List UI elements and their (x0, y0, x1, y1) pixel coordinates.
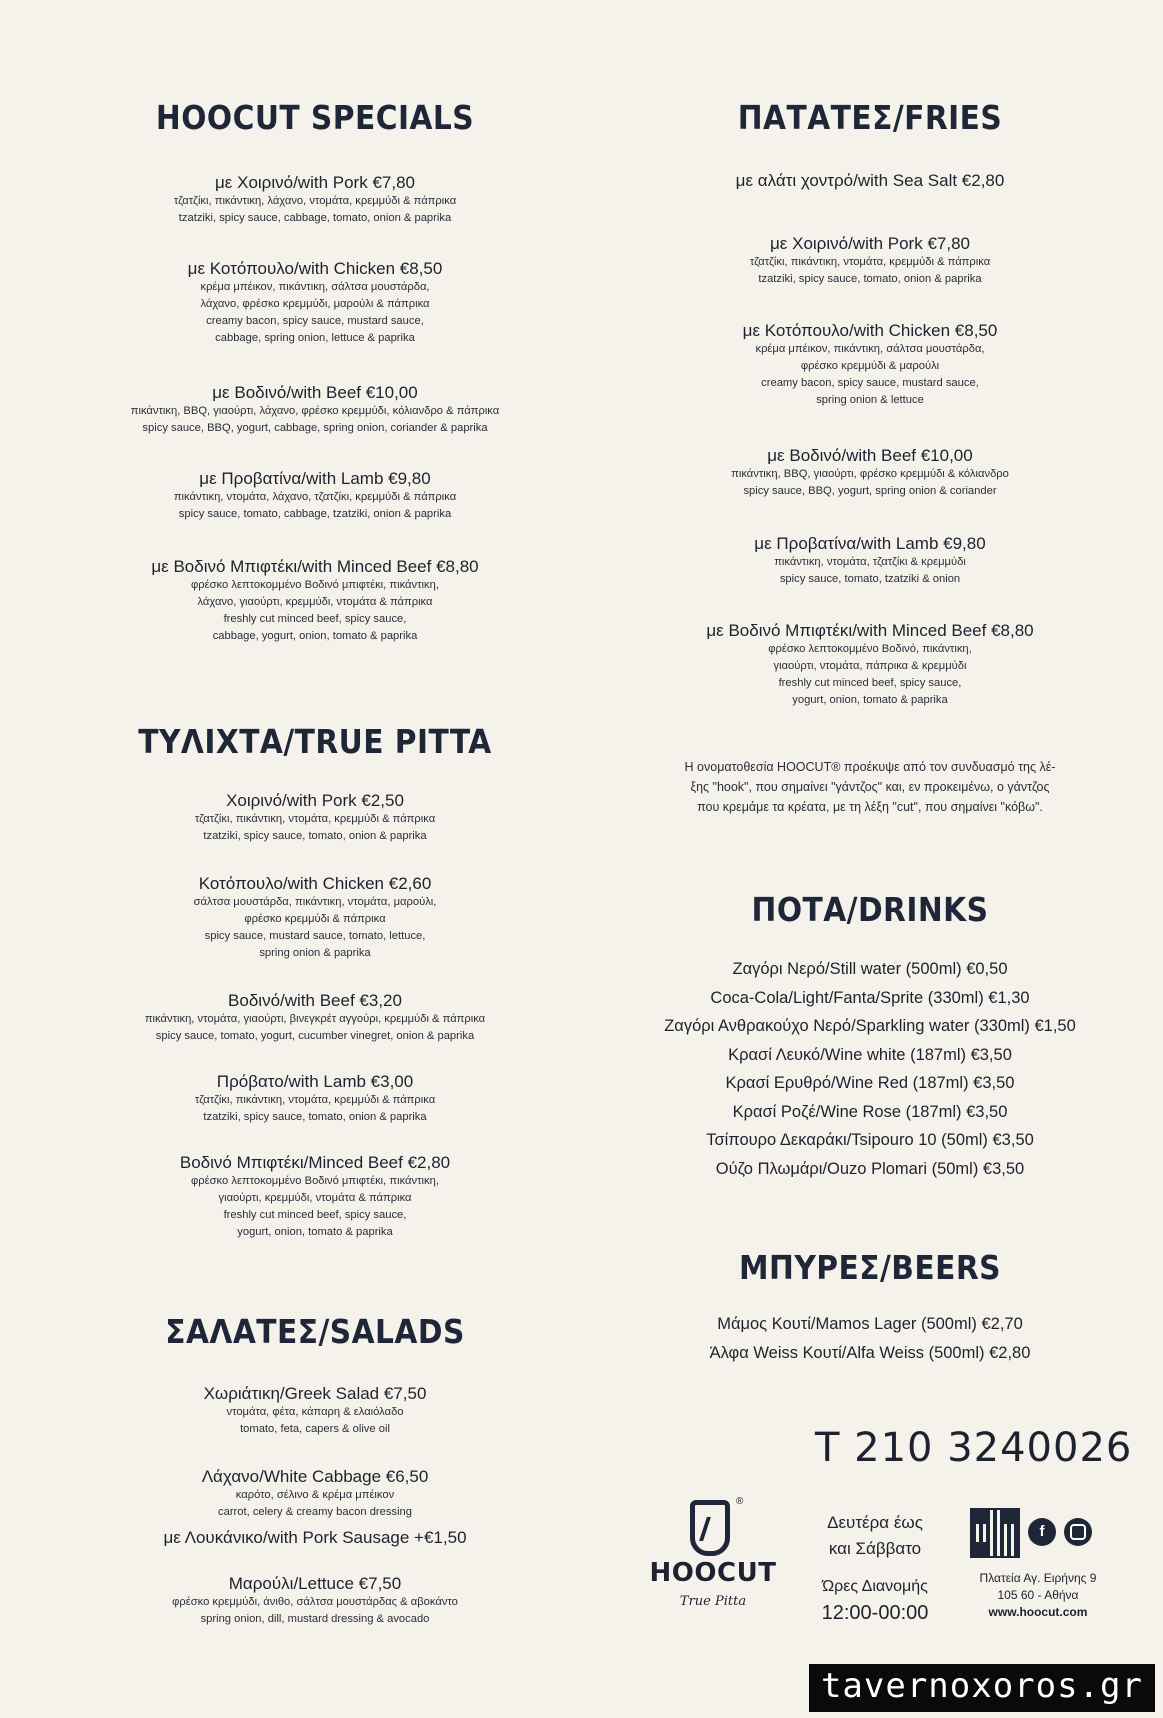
menu-item-description: cabbage, spring onion, lettuce & paprika (215, 332, 415, 344)
menu-item-name: με Βοδινό/with Beef €10,00 (212, 383, 418, 402)
address (968, 1570, 1108, 1621)
menu-item (600, 445, 1140, 500)
drink-item: Ζαγόρι Νερό/Still water (500ml) €0,50 (732, 960, 1008, 978)
menu-item-description: πικάντικη, ντομάτα, γιαούρτι, βινεγκρέτ αγγούρι, κρεμμύδι & πάπρικα (144, 1013, 486, 1025)
menu-item-description: κρέμα μπέικον, πικάντικη, σάλτσα μουστάρδα, (200, 281, 430, 293)
menu-item-name: με Λουκάνικο/with Pork Sausage +€1,50 (163, 1528, 467, 1547)
drink-item: Ζαγόρι Ανθρακούχο Νερό/Sparkling water (330ml) €1,50 (664, 1017, 1076, 1035)
pitta-title: ΤΥΛΙΧΤΑ/TRUE PITTA (138, 722, 492, 761)
name-origin-note (610, 757, 1130, 817)
beers-title: ΜΠΥΡΕΣ/BEERS (739, 1248, 1001, 1287)
menu-item-description: spicy sauce, mustard sauce, tomato, lettuce, (204, 930, 426, 942)
menu-item-description: tzatziki, spicy sauce, tomato, onion & paprika (203, 830, 427, 842)
drink-item: Κρασί Λευκό/Wine white (187ml) €3,50 (728, 1045, 1012, 1064)
facebook-icon[interactable]: f (1028, 1518, 1056, 1546)
menu-item-description: πικάντικη, ντομάτα, λάχανο, τζατζίκι, κρεμμύδι & πάπρικα (173, 491, 457, 503)
menu-item (50, 172, 580, 227)
delivery-days (810, 1510, 940, 1562)
menu-item-name: Πρόβατο/with Lamb €3,00 (216, 1072, 414, 1091)
menu-item (600, 533, 1140, 588)
qr-code-icon[interactable] (972, 1510, 1018, 1556)
menu-item (50, 258, 580, 347)
menu-item-description: spring onion, dill, mustard dressing & avocado (200, 1613, 430, 1625)
menu-item-description: πικάντικη, ντομάτα, τζατζίκι & κρεμμύδι (774, 556, 966, 568)
days-line: Δευτέρα έως (827, 1513, 923, 1532)
menu-item-description: freshly cut minced beef, spicy sauce, (778, 677, 962, 689)
menu-item (50, 1527, 580, 1548)
menu-item-description: κρέμα μπέικον, πικάντικη, σάλτσα μουστάρδα, (755, 343, 985, 355)
menu-item (50, 556, 580, 645)
menu-item-description: τζατζίκι, πικάντικη, ντομάτα, κρεμμύδι & πάπρικα (749, 256, 991, 268)
watermark: tavernoxoros.gr (809, 1664, 1155, 1712)
logo-mark (690, 1500, 730, 1556)
beers-list (600, 1310, 1140, 1367)
menu-item-description: spicy sauce, tomato, yogurt, cucumber vinegret, onion & paprika (155, 1030, 475, 1042)
menu-item (50, 468, 580, 523)
menu-item-description: σάλτσα μουστάρδα, πικάντικη, ντομάτα, μαρούλι, (193, 896, 437, 908)
menu-item-description: yogurt, onion, tomato & paprika (792, 694, 948, 706)
menu-item (50, 990, 580, 1045)
menu-item-description: τζατζίκι, πικάντικη, ντομάτα, κρεμμύδι & πάπρικα (194, 1094, 436, 1106)
menu-item-name: Βοδινό/with Beef €3,20 (228, 991, 402, 1010)
menu-item-description: tzatziki, spicy sauce, tomato, onion & paprika (203, 1111, 427, 1123)
menu-item-description: cabbage, yogurt, onion, tomato & paprika (212, 630, 418, 642)
drink-item: Κρασί Ροζέ/Wine Rose (187ml) €3,50 (732, 1102, 1008, 1121)
menu-item (50, 790, 580, 845)
drink-item: Τσίπουρο Δεκαράκι/Tsipouro 10 (50ml) €3,50 (706, 1131, 1034, 1149)
menu-item-description: freshly cut minced beef, spicy sauce, (223, 1209, 407, 1221)
menu-item (50, 1466, 580, 1521)
menu-item-name: με Κοτόπουλο/with Chicken €8,50 (187, 259, 443, 278)
menu-item-description: creamy bacon, spicy sauce, mustard sauce, (206, 315, 424, 327)
drink-item: Μάμος Κουτί/Mamos Lager (500ml) €2,70 (717, 1315, 1023, 1333)
drink-item: Κρασί Ερυθρό/Wine Red (187ml) €3,50 (725, 1074, 1015, 1092)
menu-item-description: γιαούρτι, κρεμμύδι, ντομάτα & πάπρικα (218, 1192, 412, 1204)
logo-word: HOOCUT (649, 1558, 777, 1588)
specials-title: HOOCUT SPECIALS (155, 98, 475, 137)
menu-item-description: spring onion & paprika (259, 947, 371, 959)
note-line: ξης "hook", που σημαίνει "γάντζος" και, εν προκειμένω, ο γάντζος (690, 780, 1050, 794)
menu-item-name: Χοιρινό/with Pork €2,50 (226, 791, 404, 810)
menu-item-description: spicy sauce, BBQ, yogurt, cabbage, spring onion, coriander & paprika (142, 422, 488, 434)
drinks-title: ΠΟΤΑ/DRINKS (751, 890, 989, 929)
menu-item-description: φρέσκο κρεμμύδι, άνιθο, σάλτσα μουστάρδας & αβοκάντο (172, 1596, 458, 1608)
salads-title: ΣΑΛΑΤΕΣ/SALADS (165, 1312, 465, 1351)
menu-item-name: με Κοτόπουλο/with Chicken €8,50 (742, 321, 998, 340)
drink-item: Coca-Cola/Light/Fanta/Sprite (330ml) €1,30 (710, 988, 1030, 1007)
menu-item-name: με Προβατίνα/with Lamb €9,80 (754, 534, 986, 553)
hours-label: Ώρες Διανομής (822, 1578, 928, 1595)
menu-item-description: πικάντικη, BBQ, γιαούρτι, φρέσκο κρεμμύδι & κόλιανδρο (731, 468, 1009, 480)
menu-item (50, 1152, 580, 1241)
menu-item-name: Κοτόπουλο/with Chicken €2,60 (198, 874, 432, 893)
menu-item-description: ντομάτα, φέτα, κάπαρη & ελαιόλαδο (226, 1406, 404, 1418)
footer (600, 1496, 1140, 1630)
logo-tagline: True Pitta (679, 1594, 747, 1609)
menu-item (600, 170, 1140, 191)
phone-number[interactable]: T 210 3240026 (815, 1425, 1133, 1471)
menu-item-description: spring onion & lettuce (816, 394, 924, 406)
drinks-list (600, 955, 1140, 1183)
fries-title: ΠΑΤΑΤΕΣ/FRIES (737, 98, 1003, 137)
menu-item-name: με Προβατίνα/with Lamb €9,80 (199, 469, 431, 488)
website-link[interactable]: www.hoocut.com (988, 1605, 1088, 1619)
logo-registered: ® (736, 1496, 744, 1507)
address-line: Πλατεία Αγ. Ειρήνης 9 (979, 1571, 1097, 1585)
menu-item-description: φρέσκο λεπτοκομμένο Βοδινό μπιφτέκι, πικάντικη, (191, 579, 439, 591)
menu-item (600, 233, 1140, 288)
menu-item-description: spicy sauce, BBQ, yogurt, spring onion & coriander (743, 485, 997, 497)
menu-item-name: με Βοδινό Μπιφτέκι/with Minced Beef €8,80 (706, 621, 1034, 640)
delivery-hours: 12:00-00:00 (821, 1602, 929, 1624)
menu-item-description: carrot, celery & creamy bacon dressing (218, 1506, 412, 1518)
menu-item-name: Λάχανο/White Cabbage €6,50 (201, 1467, 429, 1486)
note-line: Η ονοματοθεσία HOOCUT® προέκυψε από τον συνδυασμό της λέ- (684, 760, 1056, 774)
menu-item-name: με Χοιρινό/with Pork €7,80 (215, 173, 415, 192)
menu-item-description: creamy bacon, spicy sauce, mustard sauce, (761, 377, 979, 389)
menu-item (50, 382, 580, 437)
menu-item-description: yogurt, onion, tomato & paprika (237, 1226, 393, 1238)
menu-item-description: καρότο, σέλινο & κρέμα μπέικον (235, 1489, 395, 1501)
menu-item-description: φρέσκο λεπτοκομμένο Βοδινό μπιφτέκι, πικάντικη, (191, 1175, 439, 1187)
menu-item-name: με Χοιρινό/with Pork €7,80 (770, 234, 970, 253)
menu-item-description: τζατζίκι, πικάντικη, λάχανο, ντομάτα, κρεμμύδι & πάπρικα (173, 195, 457, 207)
menu-item-name: Βοδινό Μπιφτέκι/Minced Beef €2,80 (179, 1153, 451, 1172)
note-line: που κρεμάμε τα κρέατα, με τη λέξη "cut", που σημαίνει "κόβω". (697, 800, 1043, 814)
menu-item-description: λάχανο, γιαούρτι, κρεμμύδι, ντομάτα & πάπρικα (197, 596, 433, 608)
menu-item-description: tomato, feta, capers & olive oil (240, 1423, 390, 1435)
instagram-icon[interactable] (1064, 1518, 1092, 1546)
menu-item (50, 1573, 580, 1628)
menu-item-description: πικάντικη, BBQ, γιαούρτι, λάχανο, φρέσκο κρεμμύδι, κόλιανδρο & πάπρικα (130, 405, 500, 417)
menu-item-name: Χωριάτικη/Greek Salad €7,50 (203, 1384, 427, 1403)
menu-item-description: tzatziki, spicy sauce, cabbage, tomato, onion & paprika (178, 212, 452, 224)
menu-item-description: φρέσκο κρεμμύδι & μαρούλι (800, 360, 940, 372)
menu-item (50, 1071, 580, 1126)
menu-item-description: τζατζίκι, πικάντικη, ντομάτα, κρεμμύδι & πάπρικα (194, 813, 436, 825)
menu-item (50, 873, 580, 962)
menu-item-name: με αλάτι χοντρό/with Sea Salt €2,80 (735, 171, 1005, 190)
menu-item-description: spicy sauce, tomato, tzatziki & onion (779, 573, 961, 585)
menu-item-description: spicy sauce, tomato, cabbage, tzatziki, onion & paprika (178, 508, 452, 520)
menu-item-description: tzatziki, spicy sauce, tomato, onion & paprika (758, 273, 982, 285)
menu-item (600, 620, 1140, 709)
menu-item (600, 320, 1140, 409)
menu-item-description: freshly cut minced beef, spicy sauce, (223, 613, 407, 625)
drink-item: Άλφα Weiss Κουτί/Alfa Weiss (500ml) €2,80 (709, 1343, 1031, 1362)
menu-item-name: με Βοδινό/with Beef €10,00 (767, 446, 973, 465)
menu-item-description: λάχανο, φρέσκο κρεμμύδι, μαρούλι & πάπρικα (200, 298, 430, 310)
menu-item-name: με Βοδινό Μπιφτέκι/with Minced Beef €8,80 (151, 557, 479, 576)
days-line: και Σάββατο (828, 1539, 922, 1558)
menu-item-description: γιαούρτι, ντομάτα, πάπρικα & κρεμμύδι (773, 660, 967, 672)
drink-item: Ούζο Πλωμάρι/Ouzo Plomari (50ml) €3,50 (715, 1159, 1025, 1178)
menu-item (50, 1383, 580, 1438)
menu-item-name: Μαρούλι/Lettuce €7,50 (228, 1574, 402, 1593)
menu-item-description: φρέσκο κρεμμύδι & πάπρικα (244, 913, 386, 925)
menu-item-description: φρέσκο λεπτοκομμένο Βοδινό, πικάντικη, (768, 643, 972, 655)
address-line: 105 60 - Αθήνα (997, 1588, 1079, 1602)
hoocut-logo-icon (648, 1496, 778, 1630)
